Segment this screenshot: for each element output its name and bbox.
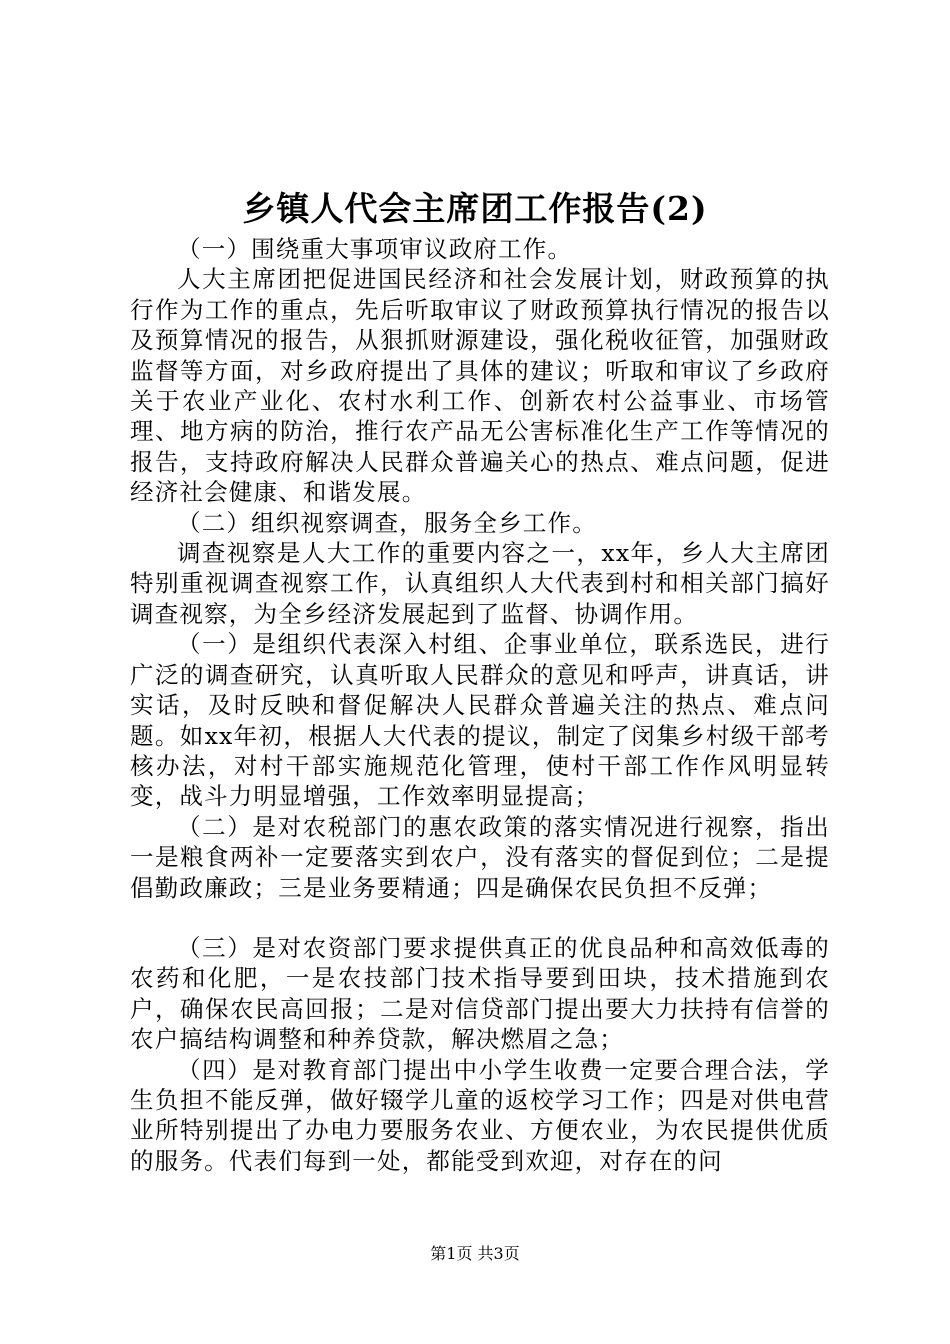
document-title: 乡镇人代会主席团工作报告(2) xyxy=(242,189,708,228)
document-body xyxy=(130,234,830,1176)
body-paragraph: （二）是对农税部门的惠农政策的落实情况进行视察，指出一是粮食两补一定要落实到农户，没有落实的督促到位；二是提倡勤政廉政；三是业务要精通；四是确保农民负担不反弹； xyxy=(130,812,830,902)
body-paragraph: （一）是组织代表深入村组、企事业单位，联系选民，进行广泛的调查研究，认真听取人民群众的意见和呼声，讲真话，讲实话，及时反映和督促解决人民群众普遍关注的热点、难点问题。如xx年初，根据人大代表的提议，制定了闵集乡村级干部考核办法，对村干部实施规范化管理，使村干部工作作风明显转变，战斗力明显增强，工作效率明显提高； xyxy=(130,630,830,811)
section-heading: （一）围绕重大事项审议政府工作。 xyxy=(177,235,573,263)
page-footer: 第1页 共3页 xyxy=(430,1244,520,1263)
section-heading: （二）组织视察调查，服务全乡工作。 xyxy=(177,508,597,537)
body-paragraph: （四）是对教育部门提出中小学生收费一定要合理合法，学生负担不能反弹，做好辍学儿童的返校学习工作；四是对供电营业所特别提出了办电力要服务农业、方便农业，为农民提供优质的服务。代表们每到一处，都能受到欢迎，对存在的问 xyxy=(130,1055,830,1175)
body-paragraph: 调查视察是人大工作的重要内容之一，xx年，乡人大主席团特别重视调查视察工作，认真组织人大代表到村和相关部门搞好调查视察，为全乡经济发展起到了监督、协调作用。 xyxy=(130,539,830,628)
body-paragraph: （三）是对农资部门要求提供真正的优良品种和高效低毒的农药和化肥，一是农技部门技术指导要到田块，技术措施到农户，确保农民高回报；二是对信贷部门提出要大力扶持有信誉的农户搞结构调整和种养贷款，解决燃眉之急； xyxy=(130,933,830,1054)
paragraph-gap xyxy=(130,903,830,933)
body-paragraph: 人大主席团把促进国民经济和社会发展计划，财政预算的执行作为工作的重点，先后听取审议了财政预算执行情况的报告以及预算情况的报告，从狠抓财源建设，强化税收征管，加强财政监督等方面，对乡政府提出了具体的建议；听取和审议了乡政府关于农业产业化、农村水利工作、创新农村公益事业、市场管理、地方病的防治，推行农产品无公害标准化生产工作等情况的报告，支持政府解决人民群众普遍关心的热点、难点问题，促进经济社会健康、和谐发展。 xyxy=(130,265,830,507)
